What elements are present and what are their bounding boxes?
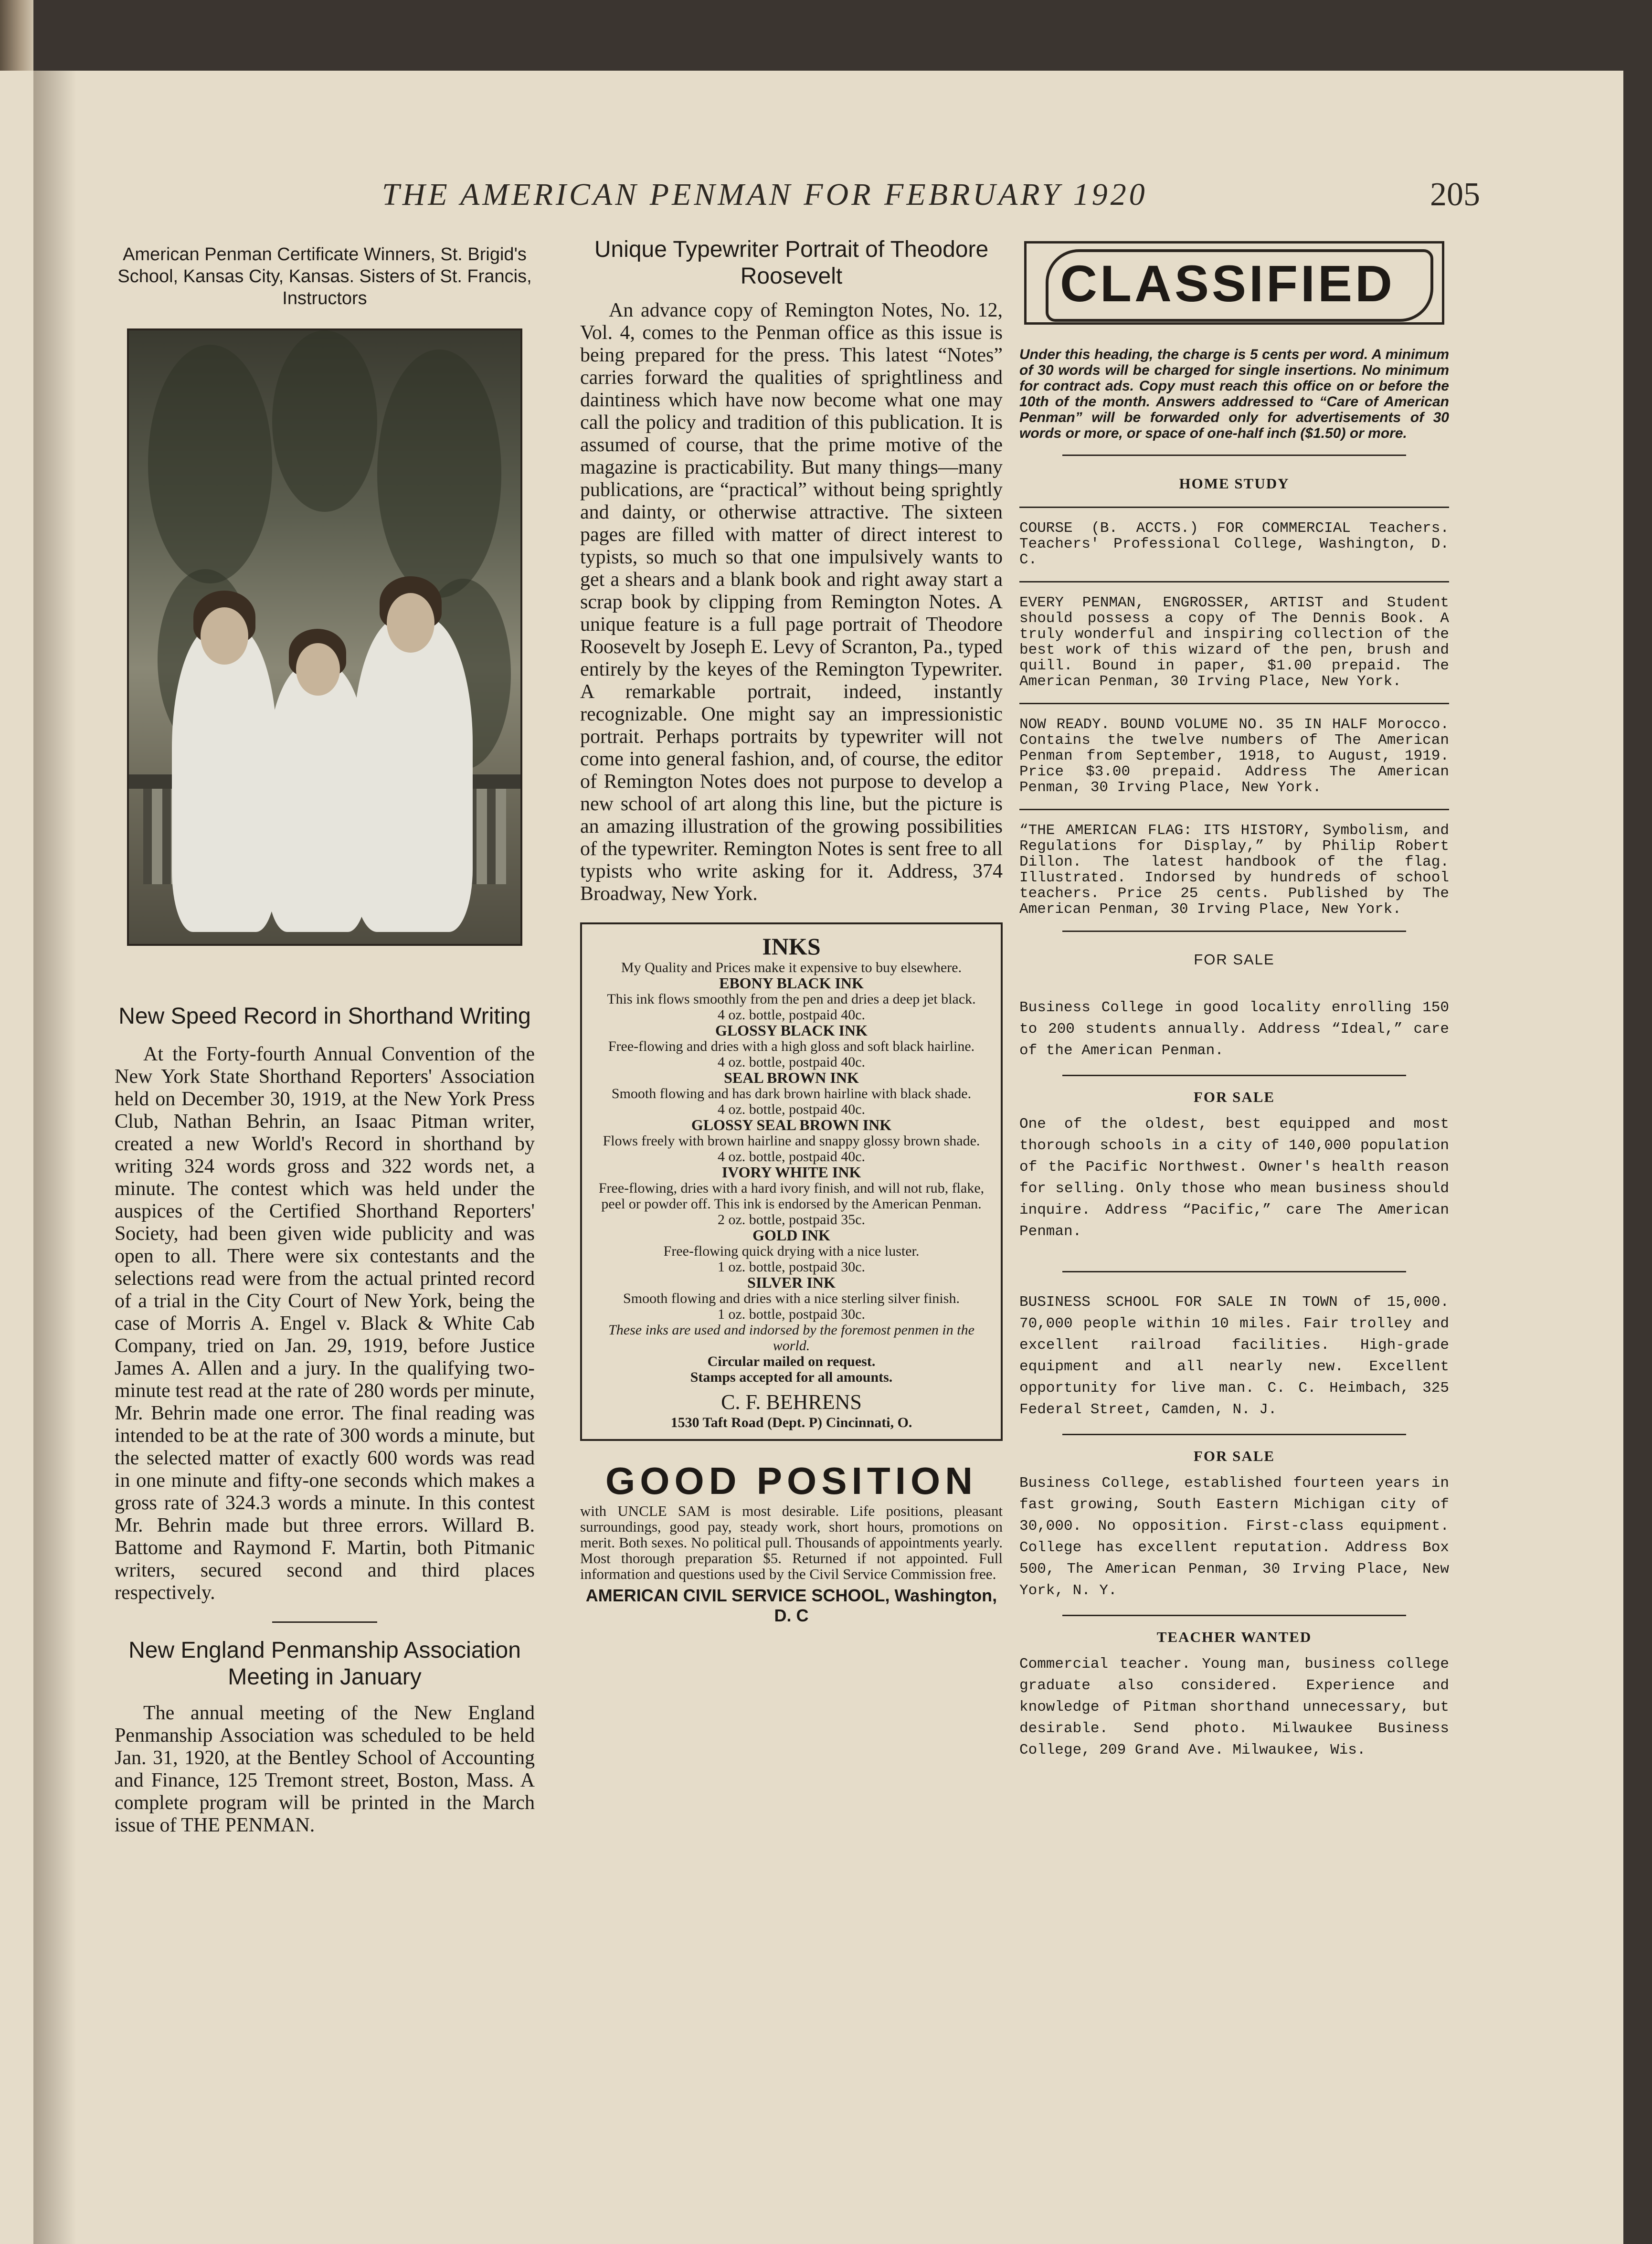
- ink-item: [593, 1070, 990, 1117]
- for-sale-ad: Business College in good locality enrolling 150 to 200 students annually. Address “Ideal,” care of the American Penman.: [1019, 999, 1449, 1059]
- ink-item: [593, 1164, 990, 1228]
- photo-caption: American Penman Certificate Winners, St. Brigid's School, Kansas City, Kansas. Sisters of St. Francis, Instructors: [117, 244, 532, 308]
- article-title-speed-record: New Speed Record in Shorthand Writing: [118, 1004, 531, 1029]
- divider: [1062, 1075, 1406, 1076]
- good-position-footer: AMERICAN CIVIL SERVICE SCHOOL, Washington, D. C: [585, 1586, 997, 1625]
- ink-item: [593, 975, 990, 1023]
- photo-certificate-winners: [127, 328, 522, 946]
- divider: [272, 1621, 377, 1623]
- ink-name: GLOSSY BLACK INK: [715, 1022, 868, 1039]
- divider: [1019, 507, 1449, 508]
- divider: [1019, 703, 1449, 704]
- ink-desc: Free-flowing, dries with a hard ivory finish, and will not rub, flake, peel or powder off. This ink is endorsed by the American Penman.: [598, 1180, 985, 1212]
- article-body-speed-record: At the Forty-fourth Annual Convention of the New York State Shorthand Reporters' Association held on December 30, 1919, at the New York Press Club, Nathan Behrin, an Isaac Pitman writer, created a new World's Record in shorthand by writing 324 words gross and 322 words net, a minute. The contest which was held under the auspices of the Certified Shorthand Reporters' Society, had been given wide publicity and was open to all. There were six contestants and the selections read were from the actual printed record of a trial in the City Court of New York, being the case of Morris A. Engel v. Black & White Cab Company, tried on Jan. 29, 1919, before Justice James A. Allen and a jury. In the qualifying two-minute test read at the rate of 280 words per minute, Mr. Behrin made one error. The final reading was intended to be at the rate of 300 words a minute, but the selected matter of exactly 600 words was read in one minute and fifty-one seconds which makes a gross rate of 324.3 words a minute. In this contest Mr. Behrin made but three errors. Willard B. Battome and Raymond F. Martin, both Pitmanic writers, secured second and third places respectively.: [115, 1043, 535, 1604]
- inks-intro: My Quality and Prices make it expensive to buy elsewhere.: [621, 960, 962, 975]
- right-column: [1019, 241, 1449, 1761]
- classified-ad: NOW READY. BOUND VOLUME NO. 35 IN HALF Morocco. Contains the twelve numbers of The American Penman from September, 1918, to August, 1919. Price $3.00 prepaid. Address The American Penman, 30 Irving Place, New York.: [1019, 716, 1449, 796]
- ink-price: 4 oz. bottle, postpaid 40c.: [717, 1054, 866, 1070]
- inks-circular: Circular mailed on request.: [707, 1354, 876, 1369]
- inks-seller-address: 1530 Taft Road (Dept. P) Cincinnati, O.: [670, 1415, 912, 1430]
- for-sale-heading: FOR SALE: [1193, 1089, 1275, 1105]
- left-column: [115, 243, 535, 1837]
- article-title-typewriter-portrait: Unique Typewriter Portrait of Theodore Roosevelt: [594, 237, 989, 289]
- ink-price: 1 oz. bottle, postpaid 30c.: [717, 1259, 866, 1275]
- teacher-wanted-ad: Commercial teacher. Young man, business college graduate also considered. Experience and knowledge of Pitman shorthand unnecessary, but desirable. Send photo. Milwaukee Business College, 209 Grand Ave. Milwaukee, Wis.: [1019, 1656, 1449, 1758]
- ink-price: 4 oz. bottle, postpaid 40c.: [717, 1101, 866, 1117]
- for-sale-heading: FOR SALE: [1193, 1448, 1275, 1464]
- ink-desc: Smooth flowing and has dark brown hairline with black shade.: [611, 1086, 972, 1101]
- good-position-headline: GOOD POSITION: [605, 1460, 977, 1502]
- article-title-new-england: New England Penmanship Association Meeting in January: [128, 1638, 521, 1690]
- for-sale-heading: FOR SALE: [1194, 951, 1275, 968]
- divider: [1062, 1615, 1406, 1616]
- spine-shadow: [33, 71, 76, 2244]
- home-study-heading: HOME STUDY: [1179, 475, 1290, 492]
- classified-banner: [1024, 241, 1444, 325]
- ink-item: [593, 1023, 990, 1070]
- inks-title: INKS: [762, 933, 821, 960]
- divider: [1062, 1434, 1406, 1435]
- ink-item: [593, 1117, 990, 1164]
- page-number: 205: [1430, 176, 1480, 213]
- classified-word: CLASSIFIED: [1060, 254, 1396, 312]
- ink-desc: This ink flows smoothly from the pen and dries a deep jet black.: [607, 991, 976, 1007]
- divider: [1062, 1271, 1406, 1272]
- divider: [1019, 809, 1449, 810]
- ink-item: [593, 1275, 990, 1322]
- ink-name: IVORY WHITE INK: [721, 1164, 861, 1181]
- classified-ad: “THE AMERICAN FLAG: ITS HISTORY, Symbolism, and Regulations for Display,” by Philip Robert Dillon. The latest handbook of the flag. Illustrated. Indorsed by hundreds of school teachers. Price 25 cents. Published by The American Penman, 30 Irving Place, New York.: [1019, 822, 1449, 918]
- article-body-new-england: The annual meeting of the New England Penmanship Association was scheduled to be held Jan. 31, 1920, at the Bentley School of Accounting and Finance, 125 Tremont street, Boston, Mass. A complete program will be printed in the March issue of THE PENMAN.: [115, 1702, 535, 1836]
- article-body-typewriter-portrait: An advance copy of Remington Notes, No. 12, Vol. 4, comes to the Penman office as this issue is being prepared for the press. This latest “Notes” carries forward the qualities of sprightliness and daintiness which have now become what one may call the policy and tradition of this publication. It is assumed of course, that the prime motive of the magazine is practicability. But many things—many publications, are “practical” without being sprightly and dainty, or otherwise attractive. The sixteen pages are filled with matter of direct interest to typists, so much so that one impulsively wants to get a shears and a blank book and right away start a scrap book by clipping from Remington Notes. A unique feature is a full page portrait of Theodore Roosevelt by Joseph E. Levy of Scranton, Pa., typed entirely by the keyes of the Remington Typewriter. A remarkable portrait, indeed, instantly recognizable. One might say an impressionistic portrait. Perhaps portraits by typewriter will not come into general fashion, and, of course, the editor of Remington Notes does not purpose to develop a new school of art along this line, but the picture is an amazing illustration of the growing possibilities of the typewriter. Remington Notes is sent free to all typists who write asking for it. Address, 374 Broadway, New York.: [580, 299, 1003, 905]
- ink-desc: Free-flowing and dries with a high gloss and soft black hairline.: [608, 1038, 975, 1054]
- running-title: THE AMERICAN PENMAN FOR FEBRUARY 1920: [382, 177, 1148, 212]
- ink-desc: Flows freely with brown hairline and snappy glossy brown shade.: [603, 1133, 980, 1149]
- inks-seller-name: C. F. BEHRENS: [721, 1390, 862, 1414]
- ink-name: GLOSSY SEAL BROWN INK: [691, 1116, 892, 1133]
- ink-price: 4 oz. bottle, postpaid 40c.: [717, 1007, 866, 1023]
- divider: [1062, 455, 1406, 456]
- middle-column: [580, 236, 1003, 1626]
- business-school-ad: BUSINESS SCHOOL FOR SALE IN TOWN of 15,000. 70,000 people within 10 miles. Fair trolley and excellent railroad facilities. High-grade equipment and all nearly new. Excellent opportunity for live man. C. C. Heimbach, 325 Federal Street, Camden, N. J.: [1019, 1294, 1449, 1418]
- for-sale-ad: Business College, established fourteen years in fast growing, South Eastern Michigan city of 30,000. No opposition. First-class equipment. College has excellent reputation. Address Box 500, The American Penman, 30 Irving Place, New York, N. Y.: [1019, 1475, 1449, 1599]
- divider: [1019, 581, 1449, 582]
- classified-rates-note: Under this heading, the charge is 5 cents per word. A minimum of 30 words will be charged for single insertions. No minimum for contract ads. Copy must reach this office on or before the 10th of the month. Answers addressed to “Care of American Penman” will be forwarded only for advertisements of 30 words or more, or space of one-half inch ($1.50) or more.: [1019, 347, 1449, 441]
- inks-endorsement: These inks are used and indorsed by the foremost penmen in the world.: [608, 1322, 974, 1354]
- ink-item: [593, 1228, 990, 1275]
- ink-price: 1 oz. bottle, postpaid 30c.: [717, 1306, 866, 1322]
- divider: [1062, 931, 1406, 932]
- ink-name: EBONY BLACK INK: [719, 974, 864, 992]
- ink-name: SEAL BROWN INK: [724, 1069, 859, 1086]
- ink-desc: Smooth flowing and dries with a nice sterling silver finish.: [623, 1291, 960, 1306]
- ink-name: GOLD INK: [752, 1227, 830, 1244]
- ink-price: 4 oz. bottle, postpaid 40c.: [717, 1149, 866, 1164]
- teacher-wanted-heading: TEACHER WANTED: [1156, 1629, 1312, 1645]
- ink-price: 2 oz. bottle, postpaid 35c.: [717, 1212, 866, 1228]
- inks-stamps: Stamps accepted for all amounts.: [690, 1369, 893, 1385]
- classified-ad: EVERY PENMAN, ENGROSSER, ARTIST and Student should possess a copy of The Dennis Book. A truly wonderful and inspiring collection of the best work of this wizard of the pen, brush and quill. Bound in paper, $1.00 prepaid. The American Penman, 30 Irving Place, New York.: [1019, 594, 1449, 690]
- classified-ad: COURSE (B. ACCTS.) FOR COMMERCIAL Teachers. Teachers' Professional College, Washington, D. C.: [1019, 520, 1449, 568]
- ink-name: SILVER INK: [747, 1274, 836, 1291]
- ink-desc: Free-flowing quick drying with a nice luster.: [663, 1243, 920, 1259]
- inks-advertisement: [580, 922, 1003, 1441]
- for-sale-ad: One of the oldest, best equipped and most thorough schools in a city of 140,000 population of the Pacific Northwest. Owner's health reason for selling. Only those who mean business should inquire. Address “Pacific,” care The American Penman.: [1019, 1116, 1449, 1240]
- good-position-body: with UNCLE SAM is most desirable. Life positions, pleasant surroundings, good pay, steady work, short hours, promotions on merit. Both sexes. No political pull. Thousands of appointments yearly. Most thorough preparation $5. Returned if not appointed. Full information and questions used by the Civil Service Commission free.: [580, 1503, 1003, 1582]
